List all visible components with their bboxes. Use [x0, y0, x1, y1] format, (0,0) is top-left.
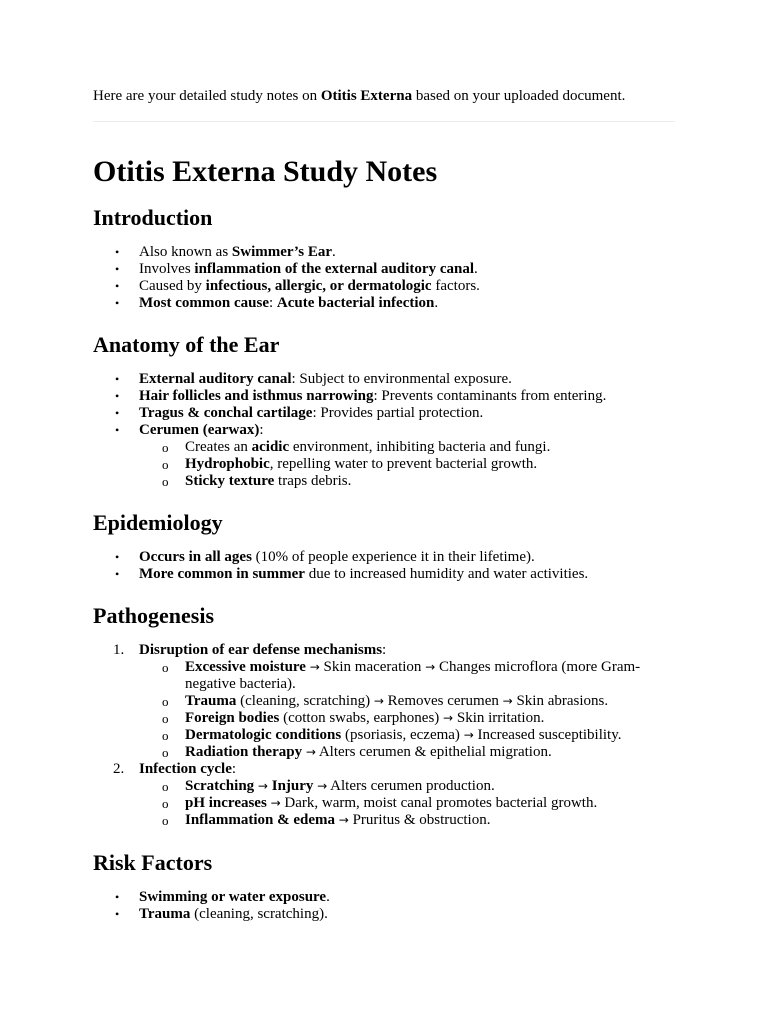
list-item: • Caused by infectious, allergic, or dermatologic factors. — [115, 278, 480, 294]
sub-list-item: o Trauma (cleaning, scratching) → Removes cerumen → Skin abrasions. — [162, 693, 609, 709]
list-item: • Occurs in all ages (10% of people experience it in their lifetime). — [115, 549, 535, 565]
intro-topic: Otitis Externa — [320, 88, 413, 104]
sub-list-item: o Foreign bodies (cotton swabs, earphones) → Skin irritation. — [162, 710, 545, 726]
sub-list — [139, 439, 675, 490]
bullet-icon: • — [115, 279, 120, 293]
arrow-icon: → — [270, 796, 281, 810]
sub-list-item: o Dermatologic conditions (psoriasis, eczema) → Increased susceptibility. — [162, 727, 622, 743]
section-heading: Risk Factors — [93, 850, 213, 875]
circle-bullet-icon: o — [162, 779, 169, 794]
list-item: • More common in summer due to increased humidity and water activities. — [115, 566, 589, 582]
list-number: 2. — [113, 761, 125, 777]
sub-list-item: o Creates an acidic environment, inhibiting bacteria and fungi. — [162, 439, 551, 455]
bullet-icon: • — [115, 245, 120, 259]
numbered-list — [93, 642, 675, 829]
circle-bullet-icon: o — [162, 813, 169, 828]
section-heading: Anatomy of the Ear — [93, 332, 280, 357]
arrow-icon: → — [338, 813, 349, 827]
bullet-icon: • — [115, 372, 120, 386]
arrow-icon: → — [317, 779, 328, 793]
bullet-icon: • — [115, 389, 120, 403]
list-item: • Most common cause: Acute bacterial infection. — [115, 295, 439, 311]
bullet-list — [93, 244, 675, 312]
bullet-list — [93, 889, 675, 923]
list-item: • Trauma (cleaning, scratching). — [115, 906, 328, 922]
section-heading: Introduction — [93, 205, 213, 230]
circle-bullet-icon: o — [162, 745, 169, 760]
list-item: • Cerumen (earwax): o Creates an acidic environment, inhibiting bacteria and fungi. o Hydrophobic, repelling water to prevent bacterial growth. o Sticky texture traps debris. — [93, 422, 675, 490]
arrow-icon: → — [373, 694, 384, 708]
divider — [93, 121, 675, 122]
circle-bullet-icon: o — [162, 474, 169, 489]
bullet-list — [93, 549, 675, 583]
page-title: Otitis Externa Study Notes — [93, 155, 438, 188]
list-item: • Also known as Swimmer’s Ear. — [115, 244, 336, 260]
circle-bullet-icon: o — [162, 440, 169, 455]
section-heading: Epidemiology — [93, 510, 223, 535]
sub-list-item: o Hydrophobic, repelling water to prevent bacterial growth. — [162, 456, 538, 472]
sub-list-item: o Inflammation & edema → Pruritus & obstruction. — [162, 812, 491, 828]
circle-bullet-icon: o — [162, 660, 169, 675]
section-epidemiology — [93, 509, 675, 583]
sub-list-item: o pH increases → Dark, warm, moist canal promotes bacterial growth. — [162, 795, 598, 811]
bullet-list — [93, 371, 675, 490]
sub-list-item: o Sticky texture traps debris. — [162, 473, 352, 489]
arrow-icon: → — [463, 728, 474, 742]
sub-list-item: o Excessive moisture → Skin maceration → Changes microflora (more Gram-negative bacteria). — [162, 659, 641, 692]
bullet-icon: • — [115, 423, 120, 437]
list-item: • Hair follicles and isthmus narrowing: Prevents contaminants from entering. — [115, 388, 607, 404]
list-item: 1. Disruption of ear defense mechanisms: o Excessive moisture → Skin maceration → Changes microflora (more Gram-negative bacteria). o Trauma (cleaning, scratching) → Removes cerumen → Skin abrasions. o Foreign bodies (cotton swabs, earphones) → Skin irritation. o Dermatologic conditions (psoriasis, eczema) → Increased susceptibility. o Radiation therapy → Alters cerumen & epithelial migration. — [93, 642, 675, 761]
arrow-icon: → — [305, 745, 316, 759]
list-item: • Swimming or water exposure. — [115, 889, 330, 905]
arrow-icon: → — [257, 779, 268, 793]
section-introduction — [93, 204, 675, 312]
section-heading: Pathogenesis — [93, 603, 214, 628]
bullet-icon: • — [115, 262, 120, 276]
circle-bullet-icon: o — [162, 694, 169, 709]
bullet-icon: • — [115, 567, 120, 581]
section-anatomy — [93, 331, 675, 490]
circle-bullet-icon: o — [162, 728, 169, 743]
bullet-icon: • — [115, 406, 120, 420]
sub-list-item: o Radiation therapy → Alters cerumen & epithelial migration. — [162, 744, 552, 760]
arrow-icon: → — [443, 711, 454, 725]
circle-bullet-icon: o — [162, 711, 169, 726]
sub-list-item: o Scratching → Injury → Alters cerumen production. — [162, 778, 495, 794]
bullet-icon: • — [115, 550, 120, 564]
sub-list — [139, 659, 675, 761]
list-number: 1. — [113, 642, 125, 658]
list-item: • Involves inflammation of the external auditory canal. — [115, 261, 478, 277]
arrow-icon: → — [502, 694, 513, 708]
circle-bullet-icon: o — [162, 796, 169, 811]
section-pathogenesis — [93, 602, 675, 829]
arrow-icon: → — [309, 660, 320, 674]
arrow-icon: → — [425, 660, 436, 674]
bullet-icon: • — [115, 907, 120, 921]
section-risk-factors — [93, 849, 675, 923]
bullet-icon: • — [115, 890, 120, 904]
intro-line: Here are your detailed study notes on Otitis Externa based on your uploaded document. — [93, 88, 626, 104]
list-item: • Tragus & conchal cartilage: Provides partial protection. — [115, 405, 484, 421]
bullet-icon: • — [115, 296, 120, 310]
list-item: 2. Infection cycle: o Scratching → Injury → Alters cerumen production. o pH increases → Dark, warm, moist canal promotes bacterial growth. o Inflammation & edema → Pruritus & obstruction. — [93, 761, 675, 829]
sub-list — [139, 778, 675, 829]
circle-bullet-icon: o — [162, 457, 169, 472]
list-item: • External auditory canal: Subject to environmental exposure. — [115, 371, 512, 387]
